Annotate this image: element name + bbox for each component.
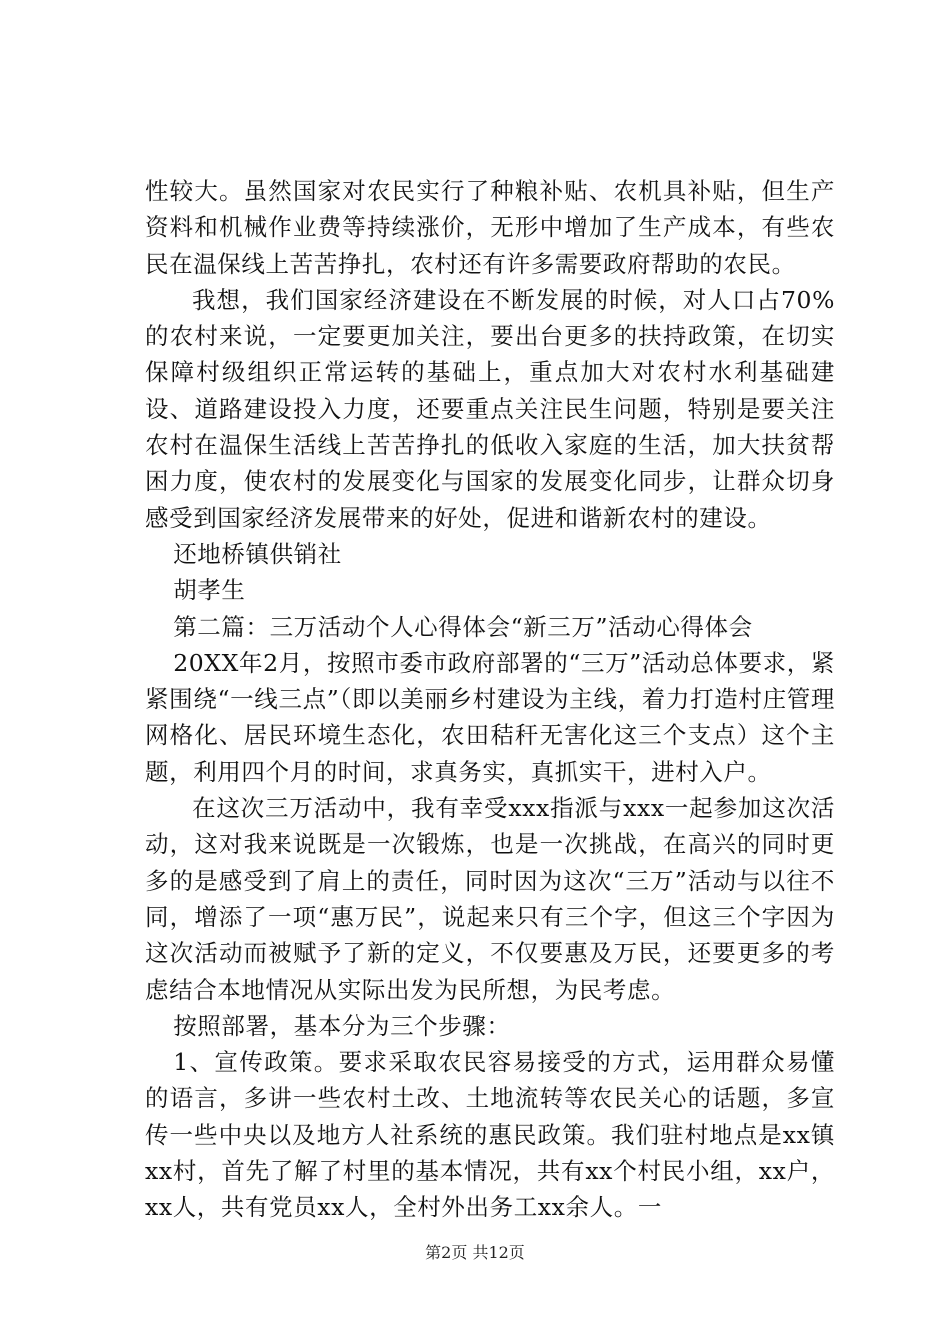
- paragraph-6: 1、宣传政策。要求采取农民容易接受的方式，运用群众易懂的语言，多讲一些农村土改、土地流转等农民关心的话题，多宣传一些中央以及地方人社系统的惠民政策。我们驻村地点是xx镇xx村，首先了解了村里的基本情况，共有xx个村民小组，xx户，xx人，共有党员xx人，全村外出务工xx余人。一: [145, 1048, 835, 1222]
- document-body: [145, 173, 835, 1226]
- author-name: 胡孝生: [173, 576, 246, 605]
- paragraph-5: 按照部署，基本分为三个步骤：: [173, 1011, 511, 1040]
- page-footer: 第2页 共12页: [425, 1243, 525, 1262]
- paragraph-3: 20XX年2月，按照市委市政府部署的“三万”活动总体要求，紧紧围绕“一线三点”（即以美丽乡村建设为主线，着力打造村庄管理网格化、居民环境生态化，农田秸秆无害化这三个支点）这个主题，利用四个月的时间，求真务实，真抓实干，进村入户。: [145, 648, 835, 786]
- author-unit: 还地桥镇供销社: [173, 539, 342, 568]
- paragraph-2: 我想，我们国家经济建设在不断发展的时候，对人口占70%的农村来说，一定要更加关注，要出台更多的扶持政策，在切实保障村级组织正常运转的基础上，重点加大对农村水利基础建设、道路建设投入力度，还要重点关注民生问题，特别是要关注农村在温保生活线上苦苦挣扎的低收入家庭的生活，加大扶贫帮困力度，使农村的发展变化与国家的发展变化同步，让群众切身感受到国家经济发展带来的好处，促进和谐新农村的建设。: [145, 285, 835, 532]
- section-title: 第二篇：三万活动个人心得体会“新三万”活动心得体会: [173, 612, 753, 641]
- paragraph-4: 在这次三万活动中，我有幸受xxx指派与xxx一起参加这次活动，这对我来说既是一次锻炼，也是一次挑战，在高兴的同时更多的是感受到了肩上的责任，同时因为这次“三万”活动与以往不同，增添了一项“惠万民”，说起来只有三个字，但这三个字因为这次活动而被赋予了新的定义，不仅要惠及万民，还要更多的考虑结合本地情况从实际出发为民所想，为民考虑。: [145, 794, 835, 1004]
- paragraph-1: 性较大。虽然国家对农民实行了种粮补贴、农机具补贴，但生产资料和机械作业费等持续涨价，无形中增加了生产成本，有些农民在温保线上苦苦挣扎，农村还有许多需要政府帮助的农民。: [145, 177, 835, 278]
